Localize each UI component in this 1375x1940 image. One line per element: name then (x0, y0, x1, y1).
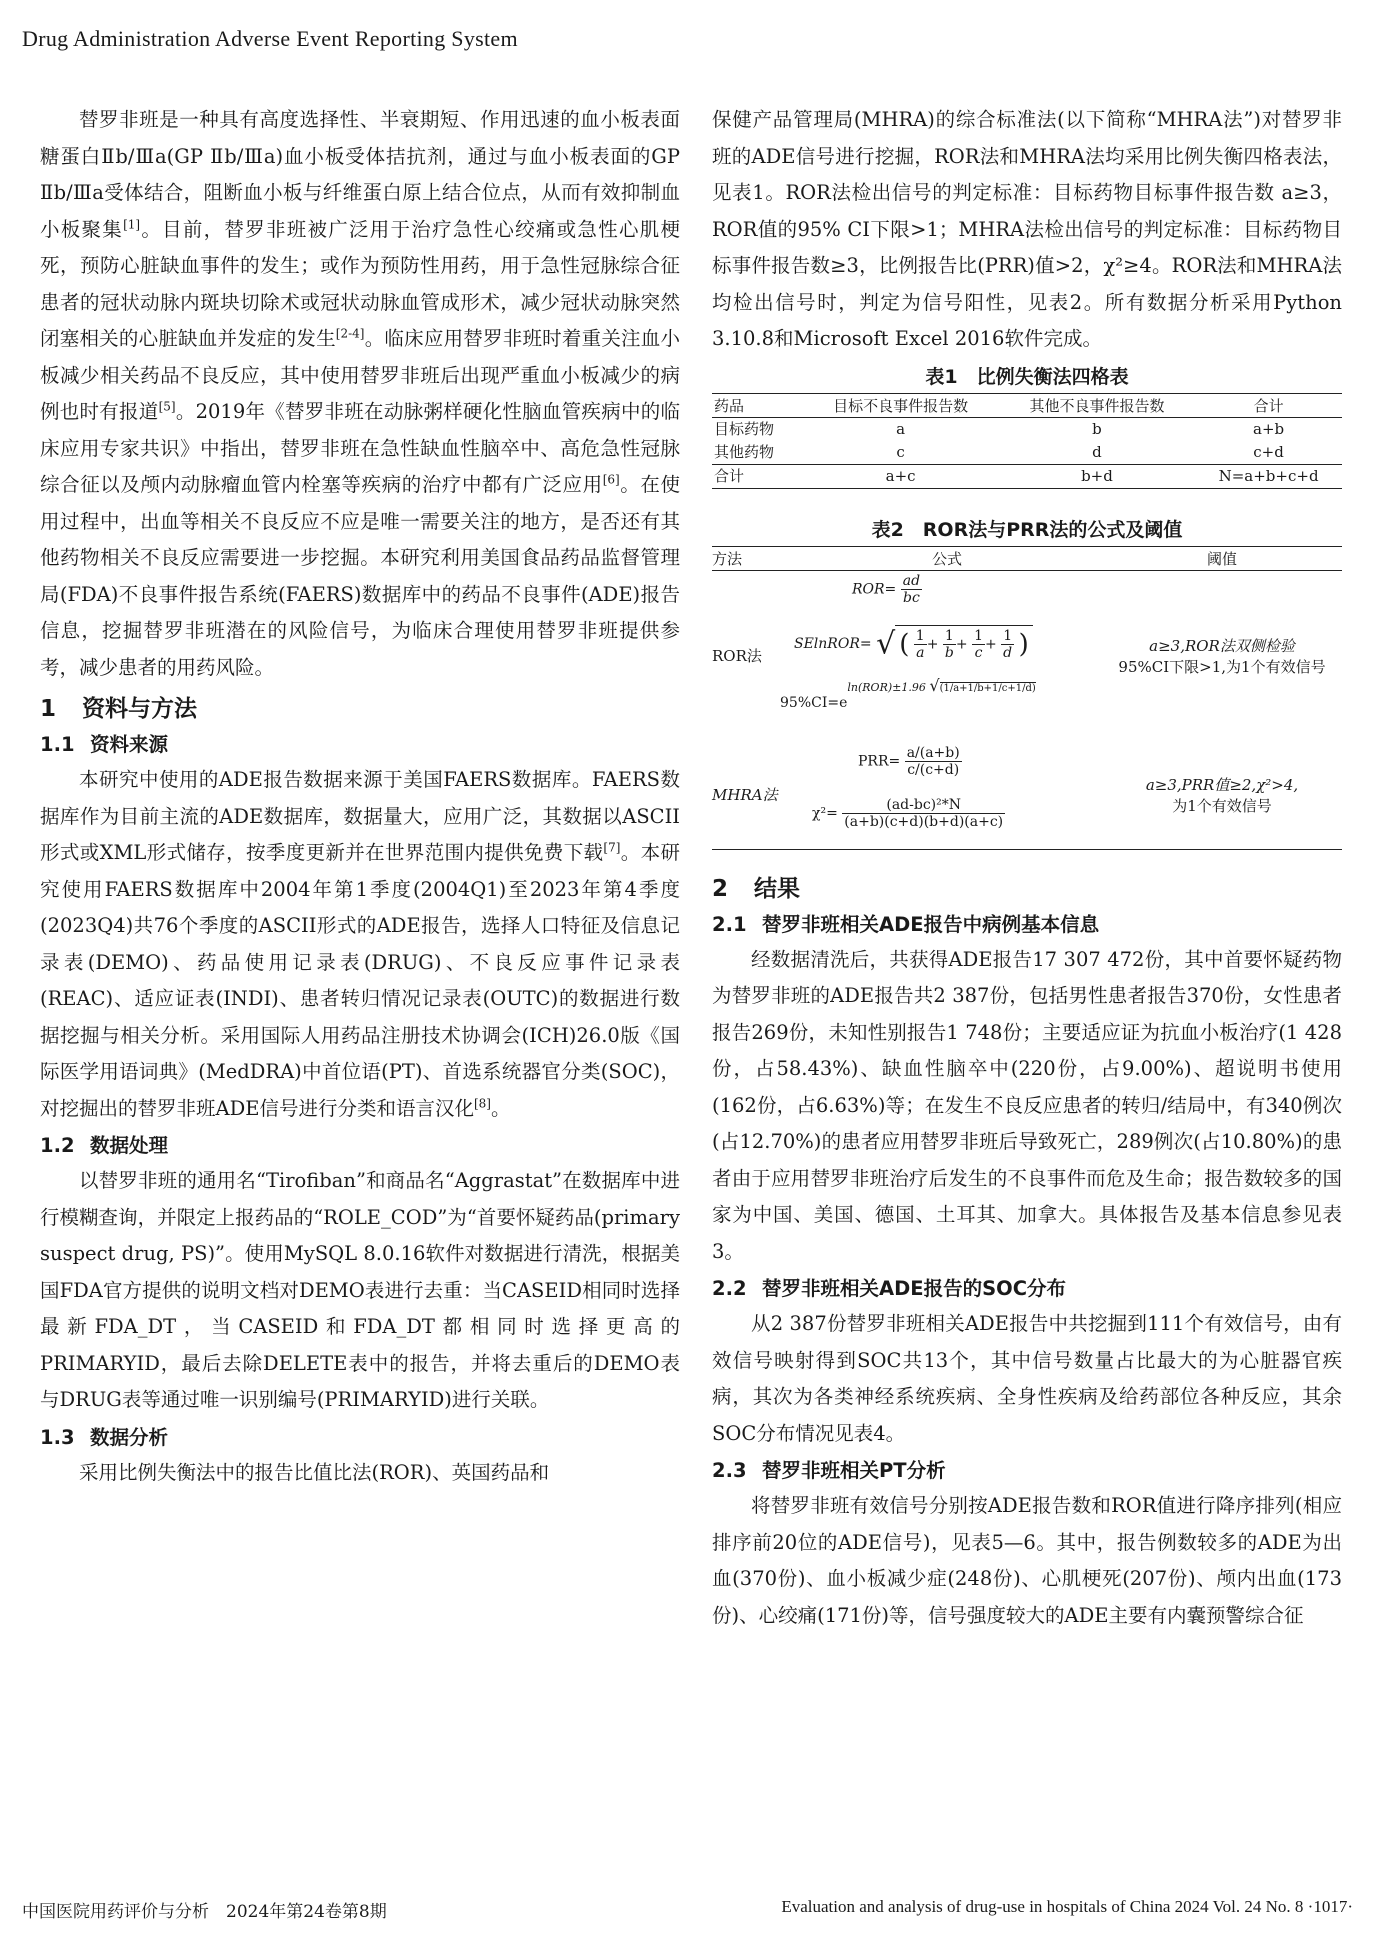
data-analysis-paragraph: 采用比例失衡法中的报告比值比法(ROR)、英国药品和 (79, 1460, 550, 1484)
table-header-cell: 药品 (712, 393, 802, 417)
table-header-cell: 阈值 (1206, 549, 1237, 568)
ror-formula: ROR= $\frac{ad}{bc}$ (852, 572, 921, 606)
ci-formula: $95\%CI=e^{ln(ROR)\pm 1.96 √(1/a+1/b+1/c+1/d)}$ (780, 675, 1036, 711)
subsection-heading-2-1: 2.1 替罗非班相关ADE报告中病例基本信息 (712, 912, 1100, 936)
table1 (712, 393, 1342, 489)
citation: [2-4] (335, 326, 365, 341)
table-header-cell: 目标不良事件报告数 (802, 393, 998, 417)
mhra-formulas (792, 741, 1102, 849)
table-header-row (712, 546, 1342, 571)
subsection-heading-2-2: 2.2 替罗非班相关ADE报告的SOC分布 (712, 1277, 1067, 1300)
data-processing-paragraph: 以替罗非班的通用名“Tirofiban”和商品名“Aggrastat”在数据库中进行模糊查询，并限定上报药品的“ROLE_COD”为“首要怀疑药品(primary suspect drug, PS)”。使用MySQL 8.0.16软件对数据进行清洗，根据美国FDA官方提供的说明文档对DEMO表进行去重：当CASEID相同时选择最新FDA_DT，当CASEID和FDA_DT都相同时选择更高的PRIMARYID，最后去除DELETE表中的报告，并将去重后的DEMO表与DRUG表等通过唯一识别编号(PRIMARYID)进行关联。 (40, 1169, 680, 1411)
running-head: Drug Administration Adverse Event Reporting System (22, 26, 518, 51)
table-cell: N=a+b+c+d (1195, 464, 1342, 488)
table-cell: c+d (1253, 442, 1284, 461)
citation: [5] (158, 399, 176, 414)
table-total-row (712, 464, 1342, 488)
se-formula: SElnROR= √ ( $\frac{1}{a}$ + $\frac{1}{b}$ + $\frac{1}{c}$ + $\frac{1}{d}$ ) (794, 625, 1033, 663)
table-cell: 合计 (712, 464, 802, 488)
pt-analysis-paragraph: 将替罗非班有效信号分别按ADE报告数和ROR值进行降序排列(相应排序前20位的ADE信号)，见表5—6。其中，报告例数较多的ADE为出血(370份)、血小板减少症(248份)、心肌梗死(207份)、颅内出血(173份)、心绞痛(171份)等，信号强度较大的ADE主要有内囊预警综合征 (712, 1494, 1342, 1627)
table-row-mhra (712, 741, 1342, 850)
table-cell: 其他药物 (714, 442, 775, 461)
table-cell: a+c (802, 464, 998, 488)
data-analysis-continued: 保健产品管理局(MHRA)的综合标准法(以下简称“MHRA法”)对替罗非班的ADE信号进行挖掘，ROR法和MHRA法均采用比例失衡四格表法，见表1。ROR法检出信号的判定标准：目标药物目标事件报告数 a≥3，ROR值的95% CI下限>1；MHRA法检出信号的判定标准：目标药物目标事件报告数≥3，比例报告比(PRR)值>2，χ²≥4。ROR法和MHRA法均检出信号时，判定为信号阳性，见表2。所有数据分析采用Python 3.10.8和Microsoft Excel 2016软件完成。 (712, 108, 1342, 350)
right-column (712, 102, 1342, 1634)
table-header-cell: 方法 (712, 549, 743, 568)
table2 (712, 546, 1342, 850)
table-row (712, 417, 1342, 441)
table-row (712, 441, 1342, 465)
table-row-ror (712, 571, 1342, 741)
footer-journal-cn: 中国医院用药评价与分析 2024年第24卷第8期 (22, 1902, 387, 1922)
table-header-cell: 合计 (1195, 393, 1342, 417)
citation: [6] (602, 472, 620, 487)
table-cell: c (896, 442, 905, 461)
table-header-cell: 其他不良事件报告数 (999, 393, 1195, 417)
table-header-row (712, 393, 1342, 417)
ror-threshold: a≥3,ROR法双侧检验 95%CI下限>1,为1个有效信号 (1118, 636, 1326, 676)
table-header-cell: 公式 (931, 549, 962, 568)
prr-formula: PRR= $\frac{a/(a+b)}{c/(c+d)}$ (858, 744, 960, 778)
ror-formulas (780, 571, 1102, 741)
chi-square-formula: χ²= $\frac{\text{(ad-bc)²*N}}{(a+b)(c+d)(b+d)(a+c)}$ (812, 796, 1004, 830)
data-source-paragraph: 本研究中使用的ADE报告数据来源于美国FAERS数据库。FAERS数据库作为目前主流的ADE数据库，数据量大，应用广泛，其数据以ASCII形式或XML形式储存，按季度更新并在世界范围内提供免费下载[7]。本研究使用FAERS数据库中2004年第1季度(2004Q1)至2023年第4季度(2023Q4)共76个季度的ASCII形式的ADE报告，选择人口特征及信息记录表(DEMO)、药品使用记录表(DRUG)、不良反应事件记录表(REAC)、适应证表(INDI)、患者转归情况记录表(OUTC)的数据进行数据挖掘与相关分析。采用国际人用药品注册技术协调会(ICH)26.0版《国际医学用语词典》(MedDRA)中首位语(PT)、首选系统器官分类(SOC)，对挖掘出的替罗非班ADE信号进行分类和语言汉化[8]。 (40, 768, 680, 1120)
subsection-heading-1-1: 1.1 资料来源 (40, 733, 169, 756)
citation: [8] (473, 1096, 491, 1110)
method-label: ROR法 (712, 647, 762, 665)
table-cell: d (1092, 442, 1102, 461)
subsection-heading-2-3: 2.3 替罗非班相关PT分析 (712, 1459, 946, 1482)
subsection-heading-1-2: 1.2 数据处理 (40, 1134, 169, 1157)
intro-paragraph: 替罗非班是一种具有高度选择性、半衰期短、作用迅速的血小板表面糖蛋白Ⅱb/Ⅲa(GP Ⅱb/Ⅲa)血小板受体拮抗剂，通过与血小板表面的GP Ⅱb/Ⅲa受体结合，阻断血小板与纤维蛋白原上结合位点，从而有效抑制血小板聚集[1]。目前，替罗非班被广泛用于治疗急性心绞痛或急性心肌梗死，预防心脏缺血事件的发生；或作为预防性用药，用于急性冠脉综合征患者的冠状动脉内斑块切除术或冠状动脉血管成形术，减少冠状动脉突然闭塞相关的心脏缺血并发症的发生[2-4]。临床应用替罗非班时着重关注血小板减少相关药品不良反应，其中使用替罗非班后出现严重血小板减少的病例也时有报道[5]。2019年《替罗非班在动脉粥样硬化性脑血管疾病中的临床应用专家共识》中指出，替罗非班在急性缺血性脑卒中、高危急性冠脉综合征以及颅内动脉瘤血管内栓塞等疾病的治疗中都有广泛应用[6]。在使用过程中，出血等相关不良反应不应是唯一需要关注的地方，是否还有其他药物相关不良反应需要进一步挖掘。本研究利用美国食品药品监督管理局(FDA)不良事件报告系统(FAERS)数据库中的药品不良事件(ADE)报告信息，挖掘替罗非班潜在的风险信号，为临床合理使用替罗非班提供参考，减少患者的用药风险。 (40, 108, 680, 679)
citation: [1] (123, 217, 141, 231)
table-cell: b (1092, 419, 1102, 438)
table-cell: b+d (999, 464, 1195, 488)
mhra-threshold: a≥3,PRR值≥2,χ²>4, 为1个有效信号 (1145, 775, 1299, 815)
table-cell: 目标药物 (714, 419, 775, 438)
table2-caption: 表2 ROR法与PRR法的公式及阈值 (871, 518, 1183, 541)
subsection-heading-1-3: 1.3 数据分析 (40, 1425, 169, 1449)
section-heading-1: 1 资料与方法 (40, 696, 197, 722)
table-cell: a (896, 419, 906, 438)
table1-caption: 表1 比例失衡法四格表 (925, 365, 1129, 388)
table-cell: a+b (1253, 419, 1285, 438)
soc-paragraph: 从2 387份替罗非班相关ADE报告中共挖掘到111个有效信号，由有效信号映射得到SOC共13个，其中信号数量占比最大的为心脏器官疾病，其次为各类神经系统疾病、全身性疾病及给药部位各种反应，其余SOC分布情况见表4。 (712, 1312, 1342, 1445)
footer-journal-en: Evaluation and analysis of drug-use in hospitals of China 2024 Vol. 24 No. 8 ·1017· (781, 1897, 1353, 1916)
basic-info-paragraph: 经数据清洗后，共获得ADE报告17 307 472份，其中首要怀疑药物为替罗非班的ADE报告共2 387份，包括男性患者报告370份，女性患者报告269份，未知性别报告1 748份；主要适应证为抗血小板治疗(1 428份，占58.43%)、缺血性脑卒中(220份，占9.00%)、超说明书使用(162份，占6.63%)等；在发生不良反应患者的转归/结局中，有340例次(占12.70%)的患者应用替罗非班后导致死亡，289例次(占10.80%)的患者由于应用替罗非班治疗后发生的不良事件而危及生命；报告数较多的国家为中国、美国、德国、土耳其、加拿大。具体报告及基本信息参见表3。 (712, 947, 1342, 1263)
method-label: MHRA法 (712, 786, 778, 804)
left-column (40, 102, 680, 1491)
section-heading-2: 2 结果 (712, 875, 800, 902)
citation: [7] (603, 840, 621, 855)
